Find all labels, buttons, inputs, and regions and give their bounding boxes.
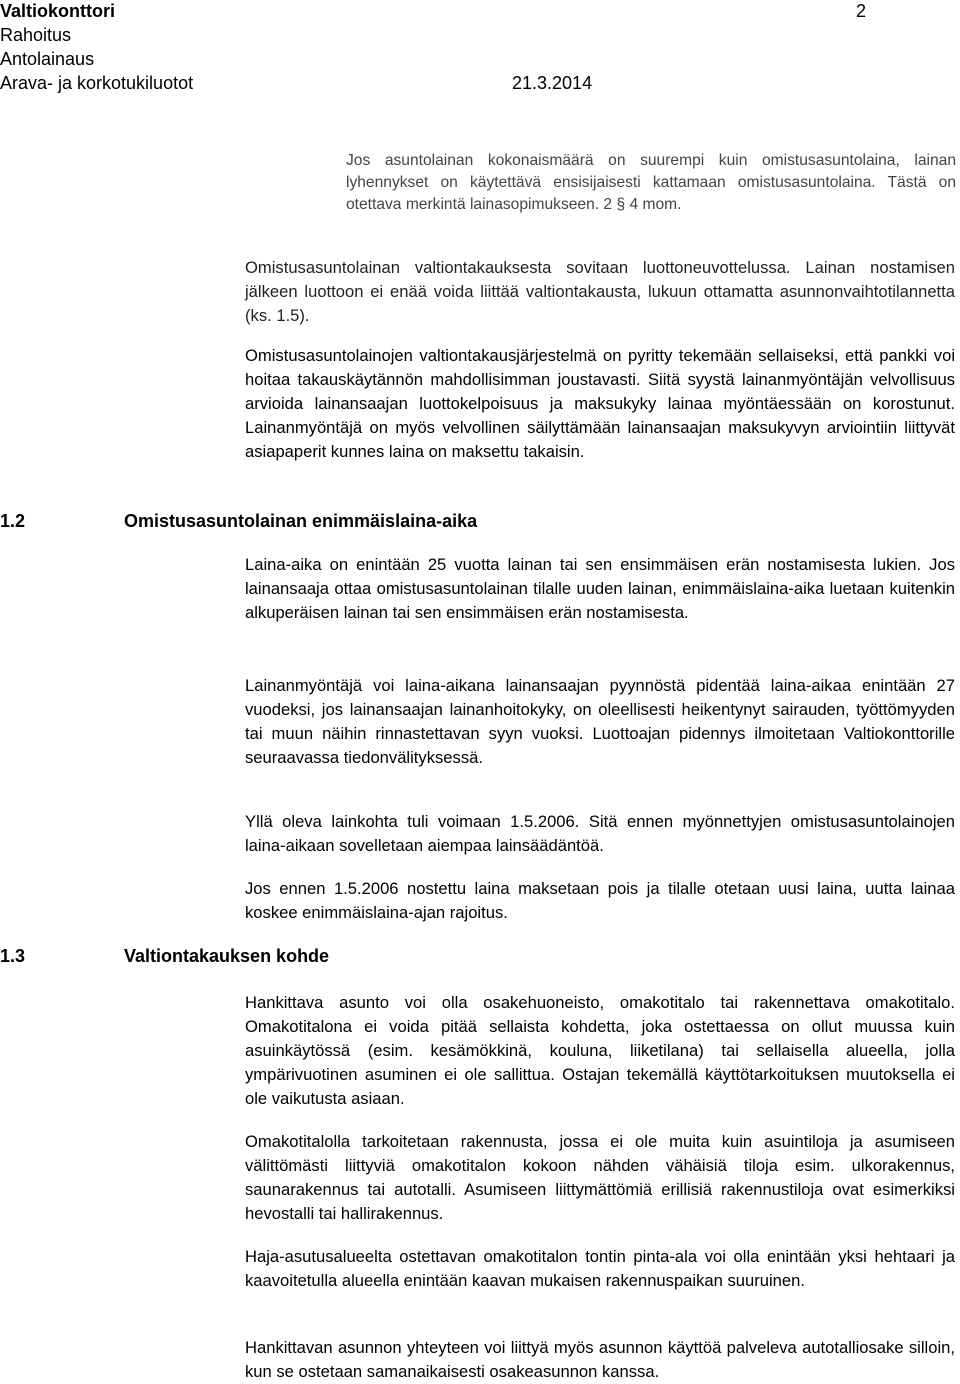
paragraph: Hankittavan asunnon yhteyteen voi liittyä myös asunnon käyttöä palveleva autotalliosake silloin, kun se ostetaan samanaikaisesti osakeasunnon kanssa. bbox=[245, 1338, 955, 1381]
section-heading bbox=[0, 946, 329, 967]
section-number: 1.2 bbox=[0, 511, 26, 531]
paragraph: Omistusasuntolainan valtiontakauksesta sovitaan luottoneuvottelussa. Lainan nostamisen jälkeen luottoon ei enää voida liittää valtiontakausta, lukuun ottamatta asunnonvaihtotilannetta (ks. 1.5). bbox=[245, 258, 955, 325]
paragraph: Jos ennen 1.5.2006 nostettu laina maksetaan pois ja tilalle otetaan uusi laina, uutta lainaa koskee enimmäislaina-ajan rajoitus. bbox=[245, 879, 955, 922]
paragraph: Omakotitalolla tarkoitetaan rakennusta, jossa ei ole muita kuin asuintiloja ja asumiseen välittömästi liittyviä omakotitalon kokoon nähden vähäisiä tiloja esim. ulkorakennus, saunarakennus tai autotalli. Asumiseen liittymättömiä erillisiä rakennustiloja ovat esimerkiksi hevostalli tai hallirakennus. bbox=[245, 1132, 955, 1223]
header-topic: Arava- ja korkotukiluotot bbox=[0, 73, 194, 93]
section-title: Valtiontakauksen kohde bbox=[124, 946, 330, 966]
page-number: 2 bbox=[856, 1, 867, 21]
header-department: Rahoitus bbox=[0, 25, 72, 45]
paragraph: Hankittava asunto voi olla osakehuoneisto, omakotitalo tai rakennettava omakotitalo. Omakotitalona ei voida pitää sellaista kohdetta, joka ostettaessa on ollut muussa kuin asuinkäytössä (esim. kesämökkinä, kouluna, liiketilana) tai sellaisella alueella, jolla ympärivuotinen asuminen ei ole sallittua. Ostajan tekemällä käyttötarkoituksen muutoksella ei ole vaikutusta asiaan. bbox=[245, 993, 955, 1108]
paragraph: Lainanmyöntäjä voi laina-aikana lainansaajan pyynnöstä pidentää laina-aikaa enintään 27 vuodeksi, jos lainansaajan lainanhoitokyky, on oleellisesti heikentynyt sairauden, työttömyyden tai muun näihin rinnastettavan syyn vuoksi. Luottoajan pidennys ilmoitetaan Valtiokonttorille seuraavassa tiedonvälityksessä. bbox=[245, 676, 955, 767]
header-date: 21.3.2014 bbox=[512, 73, 593, 93]
paragraph: Yllä oleva lainkohta tuli voimaan 1.5.2006. Sitä ennen myönnettyjen omistusasuntolainojen laina-aikaan sovelletaan aiempaa lainsäädäntöä. bbox=[245, 812, 955, 855]
paragraph: Omistusasuntolainojen valtiontakausjärjestelmä on pyritty tekemään sellaiseksi, että pankki voi hoitaa takauskäytännön mahdollisimman joustavasti. Siitä syystä lainanmyöntäjän velvollisuus arvioida lainansaajan luottokelpoisuus ja maksukyky lainaa myöntäessään on korostunut. Lainanmyöntäjä on myös velvollinen säilyttämään lainansaajan maksukyvyn arviointiin liittyvät asiapaperit kunnes laina on maksettu takaisin. bbox=[245, 346, 955, 461]
section-title: Omistusasuntolainan enimmäislaina-aika bbox=[124, 511, 478, 531]
paragraph: Haja-asutusalueelta ostettavan omakotitalon tontin pinta-ala voi olla enintään yksi hehtaari ja kaavoitetulla alueella enintään kaavan mukaisen rakennuspaikan suuruinen. bbox=[245, 1247, 955, 1290]
header-unit: Antolainaus bbox=[0, 49, 95, 69]
section-heading bbox=[0, 511, 477, 532]
paragraph: Jos asuntolainan kokonaismäärä on suurempi kuin omistusasuntolaina, lainan lyhennykset on käytettävä ensisijaisesti kattamaan omistusasuntolaina. Tästä on otettava merkintä lainasopimukseen. 2 § 4 mom. bbox=[346, 152, 956, 213]
paragraph: Laina-aika on enintään 25 vuotta lainan tai sen ensimmäisen erän nostamisesta lukien. Jos lainansaaja ottaa omistusasuntolainan tilalle uuden lainan, enimmäislaina-aika luetaan kuitenkin alkuperäisen lainan tai sen ensimmäisen erän nostamisesta. bbox=[245, 555, 955, 622]
organization-name: Valtiokonttori bbox=[0, 1, 116, 21]
section-number: 1.3 bbox=[0, 946, 26, 966]
